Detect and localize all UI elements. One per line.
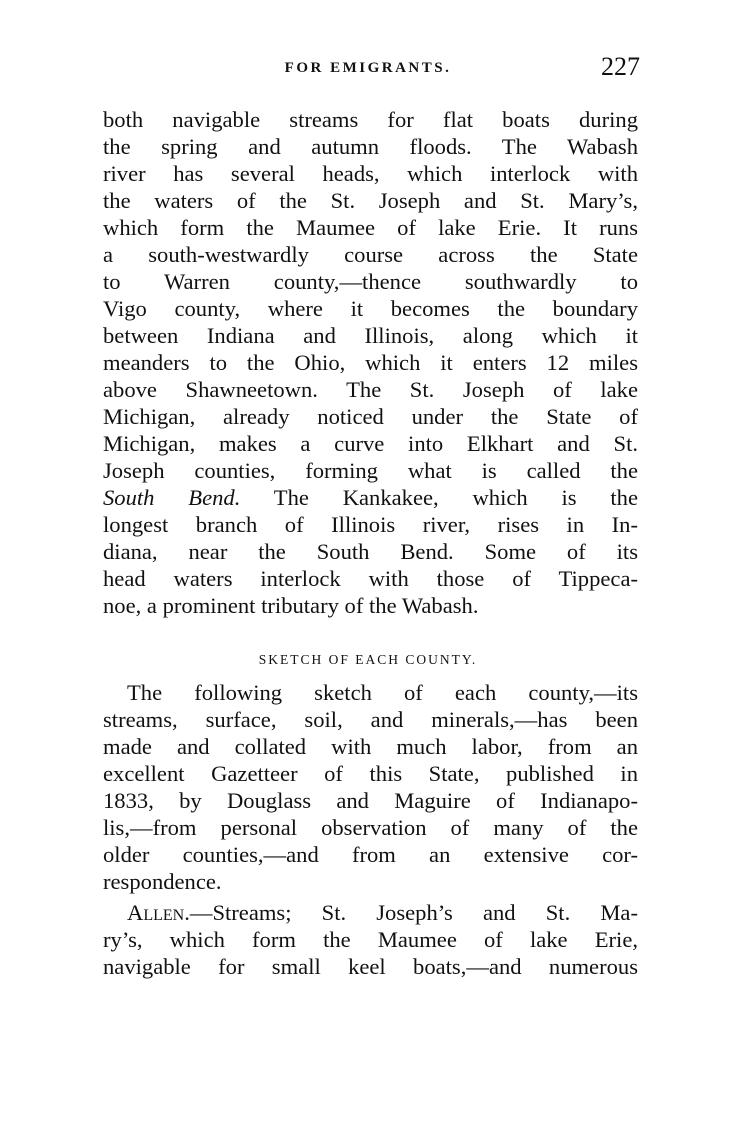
text-line: both navigable streams for flat boats during <box>103 107 638 132</box>
text-span: —Streams; St. Joseph’s and St. Ma- <box>189 900 638 925</box>
text-line: longest branch of Illinois river, rises in In- <box>103 512 638 537</box>
text-line: excellent Gazetteer of this State, published in <box>103 761 638 786</box>
text-line: 1833, by Douglass and Maguire of Indianapo- <box>103 788 638 813</box>
running-title: FOR EMIGRANTS. <box>284 60 452 76</box>
text-line: older counties,—and from an extensive cor- <box>103 842 638 867</box>
text-line: navigable for small keel boats,—and numerous <box>103 954 638 979</box>
page-number: 227 <box>601 52 640 81</box>
text-line: ry’s, which form the Maumee of lake Erie, <box>103 927 638 952</box>
text-line <box>127 899 638 926</box>
text-line: noe, a prominent tributary of the Wabash. <box>103 593 479 618</box>
text-line: head waters interlock with those of Tippeca- <box>103 566 638 591</box>
running-head <box>0 52 736 86</box>
italic-place-name: South Bend. <box>103 485 241 510</box>
text-line: to Warren county,—thence southwardly to <box>103 269 638 294</box>
text-line: made and collated with much labor, from an <box>103 734 638 759</box>
text-line: respondence. <box>103 869 222 894</box>
text-line: lis,—from personal observation of many of the <box>103 815 638 840</box>
text-line: Joseph counties, forming what is called the <box>103 458 638 483</box>
text-line: between Indiana and Illinois, along which it <box>103 323 638 348</box>
text-line: streams, surface, soil, and minerals,—has been <box>103 707 638 732</box>
text-line: which form the Maumee of lake Erie. It runs <box>103 215 638 240</box>
text-line: river has several heads, which interlock with <box>103 161 638 186</box>
text-line: the spring and autumn floods. The Wabash <box>103 134 638 159</box>
text-line: diana, near the South Bend. Some of its <box>103 539 638 564</box>
county-name: Allen. <box>127 900 190 925</box>
text-span: The Kankakee, which is the <box>240 485 638 510</box>
text-line: a south-westwardly course across the State <box>103 242 638 267</box>
text-line: The following sketch of each county,—its <box>127 680 638 705</box>
text-line: Vigo county, where it becomes the boundary <box>103 296 638 321</box>
text-line: Michigan, already noticed under the State of <box>103 404 638 429</box>
text-line: above Shawneetown. The St. Joseph of lake <box>103 377 638 402</box>
text-line: meanders to the Ohio, which it enters 12 miles <box>103 350 638 375</box>
text-line <box>103 484 638 511</box>
section-heading: SKETCH OF EACH COUNTY. <box>258 652 478 667</box>
text-line: the waters of the St. Joseph and St. Mary’s, <box>103 188 638 213</box>
text-line: Michigan, makes a curve into Elkhart and St. <box>103 431 638 456</box>
